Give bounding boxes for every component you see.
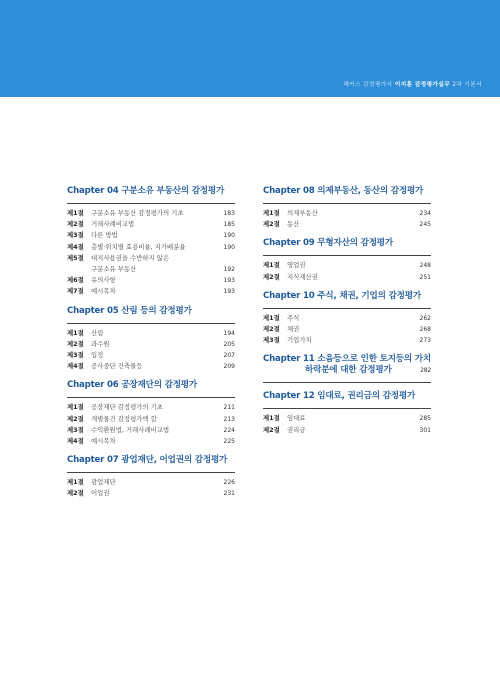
- section-number: 제2절: [263, 272, 280, 281]
- section-entry: [263, 272, 431, 283]
- section-entry: [67, 402, 235, 413]
- section-name: 산림: [91, 328, 104, 337]
- section-number: 제6절: [67, 276, 84, 285]
- section-entry: [67, 339, 235, 350]
- chapter-title: Chapter 04 구분소유 부동산의 감정평가: [67, 186, 225, 196]
- section-entry: [67, 286, 235, 297]
- chapter-title: Chapter 09 무형자산의 감정평가: [263, 238, 393, 249]
- page-number: 285: [419, 415, 431, 423]
- section-name: 층별·위치별 효용비율, 지가배분율: [91, 242, 186, 251]
- caption-book-title: 이지훈 감정평가실무: [394, 82, 451, 88]
- section-entry: [67, 477, 235, 488]
- section-entry: [263, 260, 431, 271]
- section-entry: [67, 230, 235, 241]
- section-entry: [263, 313, 431, 324]
- section-name: 주식: [287, 313, 300, 322]
- section-entry: [67, 414, 235, 425]
- section-number: 제2절: [67, 339, 84, 348]
- section-number: 제1절: [67, 403, 84, 412]
- chapter-block: [263, 238, 431, 282]
- section-entry: [67, 425, 235, 436]
- page-number: 183: [223, 210, 235, 217]
- section-number: 제3절: [67, 425, 84, 434]
- section-name: 예시목차: [91, 437, 116, 446]
- section-name: 예시목차: [91, 287, 116, 296]
- section-entry: [67, 219, 235, 230]
- section-number: 제2절: [263, 325, 280, 334]
- chapter-divider: [263, 255, 431, 256]
- section-name: 권리금: [287, 425, 306, 434]
- section-entry: [67, 436, 235, 447]
- section-number: 제1절: [263, 261, 280, 270]
- section-name: [91, 253, 217, 275]
- chapter-block: [67, 186, 235, 298]
- chapter-block: [67, 306, 235, 373]
- section-number: 제7절: [67, 287, 84, 296]
- section-number: 제3절: [67, 351, 84, 360]
- section-number: 제2절: [263, 425, 280, 434]
- page-number: 209: [223, 363, 235, 371]
- section-number: 제3절: [67, 231, 84, 240]
- chapter-divider: [67, 323, 235, 324]
- section-number: 제1절: [67, 209, 84, 217]
- page-number: 268: [419, 326, 431, 334]
- section-number: 제5절: [67, 253, 84, 262]
- section-entry: [67, 488, 235, 499]
- section-name: 입정: [91, 351, 104, 360]
- page-number: 282: [420, 367, 431, 375]
- section-name: 기업가치: [287, 336, 312, 345]
- page-number: 231: [223, 490, 235, 498]
- section-name: 채권: [287, 325, 300, 334]
- section-entry: [67, 361, 235, 372]
- section-number: 제3절: [263, 336, 280, 345]
- chapter-block: [263, 291, 431, 347]
- page-number: 185: [223, 221, 235, 229]
- page-number: 194: [223, 329, 235, 337]
- page-number: 225: [223, 438, 235, 446]
- chapter-block: [263, 354, 431, 383]
- book-series-caption: [343, 79, 482, 88]
- page-number: 224: [223, 426, 235, 434]
- chapter-divider: [263, 308, 431, 309]
- section-name: 과수원: [91, 339, 110, 348]
- chapter-title-line: 하락분에 대한 감정평가 282: [305, 365, 431, 376]
- toc-right-column: [263, 186, 431, 444]
- page-number: 234: [419, 210, 431, 217]
- section-number: 제4절: [67, 362, 84, 371]
- section-entry: [67, 328, 235, 339]
- chapter-title: Chapter 08 의제부동산, 동산의 감정평가: [263, 186, 424, 196]
- caption-publisher: 해커스 감정평가사: [343, 82, 393, 88]
- section-name: 어업권: [91, 489, 110, 498]
- section-entry: [263, 425, 431, 436]
- section-name: 다른 방법: [91, 231, 118, 240]
- chapter-divider: [263, 203, 431, 204]
- section-number: 제4절: [67, 437, 84, 446]
- section-number: 제1절: [67, 328, 84, 337]
- page-number: 213: [223, 415, 235, 423]
- chapter-divider: [263, 382, 431, 383]
- page-number: 190: [223, 232, 235, 240]
- section-number: 제1절: [263, 313, 280, 322]
- section-number: 제1절: [263, 209, 280, 217]
- chapter-divider: [67, 203, 235, 204]
- section-name: 공사중단 건축물등: [91, 362, 143, 371]
- section-number: 제2절: [67, 414, 84, 423]
- section-number: 제1절: [263, 414, 280, 423]
- header-banner: [0, 0, 500, 97]
- section-number: 제2절: [263, 220, 280, 229]
- chapter-title: Chapter 10 주식, 채권, 기업의 감정평가: [263, 290, 421, 301]
- page-number: 273: [419, 337, 431, 345]
- section-name: 수익환원법, 거래사례비교법: [91, 425, 170, 434]
- section-name: 개별물건 감정평가액 합: [91, 414, 157, 423]
- page-number: 193: [223, 288, 235, 296]
- page-number: 226: [223, 479, 235, 487]
- section-name: 공장재단 감정평가의 기초: [91, 403, 163, 412]
- chapter-divider: [263, 408, 431, 409]
- section-entry: [263, 413, 431, 424]
- page-number: 192: [223, 266, 235, 274]
- section-entry: [67, 350, 235, 361]
- section-name: 의제부동산: [287, 209, 318, 217]
- chapter-title: [263, 354, 431, 376]
- chapter-block: [263, 186, 431, 230]
- page-number: 301: [419, 426, 431, 434]
- section-number: 제1절: [67, 478, 84, 487]
- section-name-line: 구분소유 부동산: [91, 265, 137, 274]
- section-name: 거래사례비교법: [91, 220, 135, 229]
- chapter-title-line: Chapter 11 소음등으로 인한 토지등의 가치: [263, 354, 431, 365]
- chapter-title: Chapter 12 임대료, 권리금의 감정평가: [263, 391, 416, 402]
- chapter-block: [67, 455, 235, 499]
- section-entry: [67, 242, 235, 253]
- section-number: 제2절: [67, 489, 84, 498]
- section-number: 제4절: [67, 242, 84, 251]
- page-number: 207: [223, 352, 235, 360]
- section-name: 동산: [287, 220, 300, 229]
- chapter-block: [67, 380, 235, 447]
- section-name: 유의사항: [91, 276, 116, 285]
- section-name: 구분소유 부동산 감정평가의 기초: [91, 209, 184, 217]
- section-name: 임대료: [287, 414, 306, 423]
- section-number: 제2절: [67, 220, 84, 229]
- chapter-block: [263, 391, 431, 435]
- page-number: 193: [223, 277, 235, 285]
- page-number: 245: [419, 221, 431, 229]
- section-name: 지식재산권: [287, 272, 318, 281]
- section-name: 영업권: [287, 261, 306, 270]
- chapter-title: Chapter 05 산림 등의 감정평가: [67, 305, 192, 316]
- section-name-line: 대지사용권을 수반하지 않은: [91, 253, 170, 262]
- page-number: 262: [419, 314, 431, 322]
- section-entry: [263, 335, 431, 346]
- chapter-title: Chapter 07 광업재단, 어업권의 감정평가: [67, 455, 228, 466]
- section-entry: [67, 208, 235, 219]
- page-number: 248: [419, 262, 431, 270]
- section-entry: [67, 253, 235, 275]
- page-number: 211: [223, 404, 235, 412]
- section-entry: [263, 324, 431, 335]
- toc-left-column: [67, 186, 235, 508]
- section-entry: [67, 275, 235, 286]
- section-entry: [263, 208, 431, 219]
- chapter-divider: [67, 472, 235, 473]
- page-number: 205: [223, 340, 235, 348]
- page-number: 190: [223, 243, 235, 251]
- caption-book-type: 2차 기본서: [452, 82, 482, 88]
- section-name: 광업재단: [91, 478, 116, 487]
- page-number: 251: [419, 273, 431, 281]
- chapter-title: Chapter 06 공장재단의 감정평가: [67, 380, 197, 391]
- chapter-divider: [67, 397, 235, 398]
- section-entry: [263, 219, 431, 230]
